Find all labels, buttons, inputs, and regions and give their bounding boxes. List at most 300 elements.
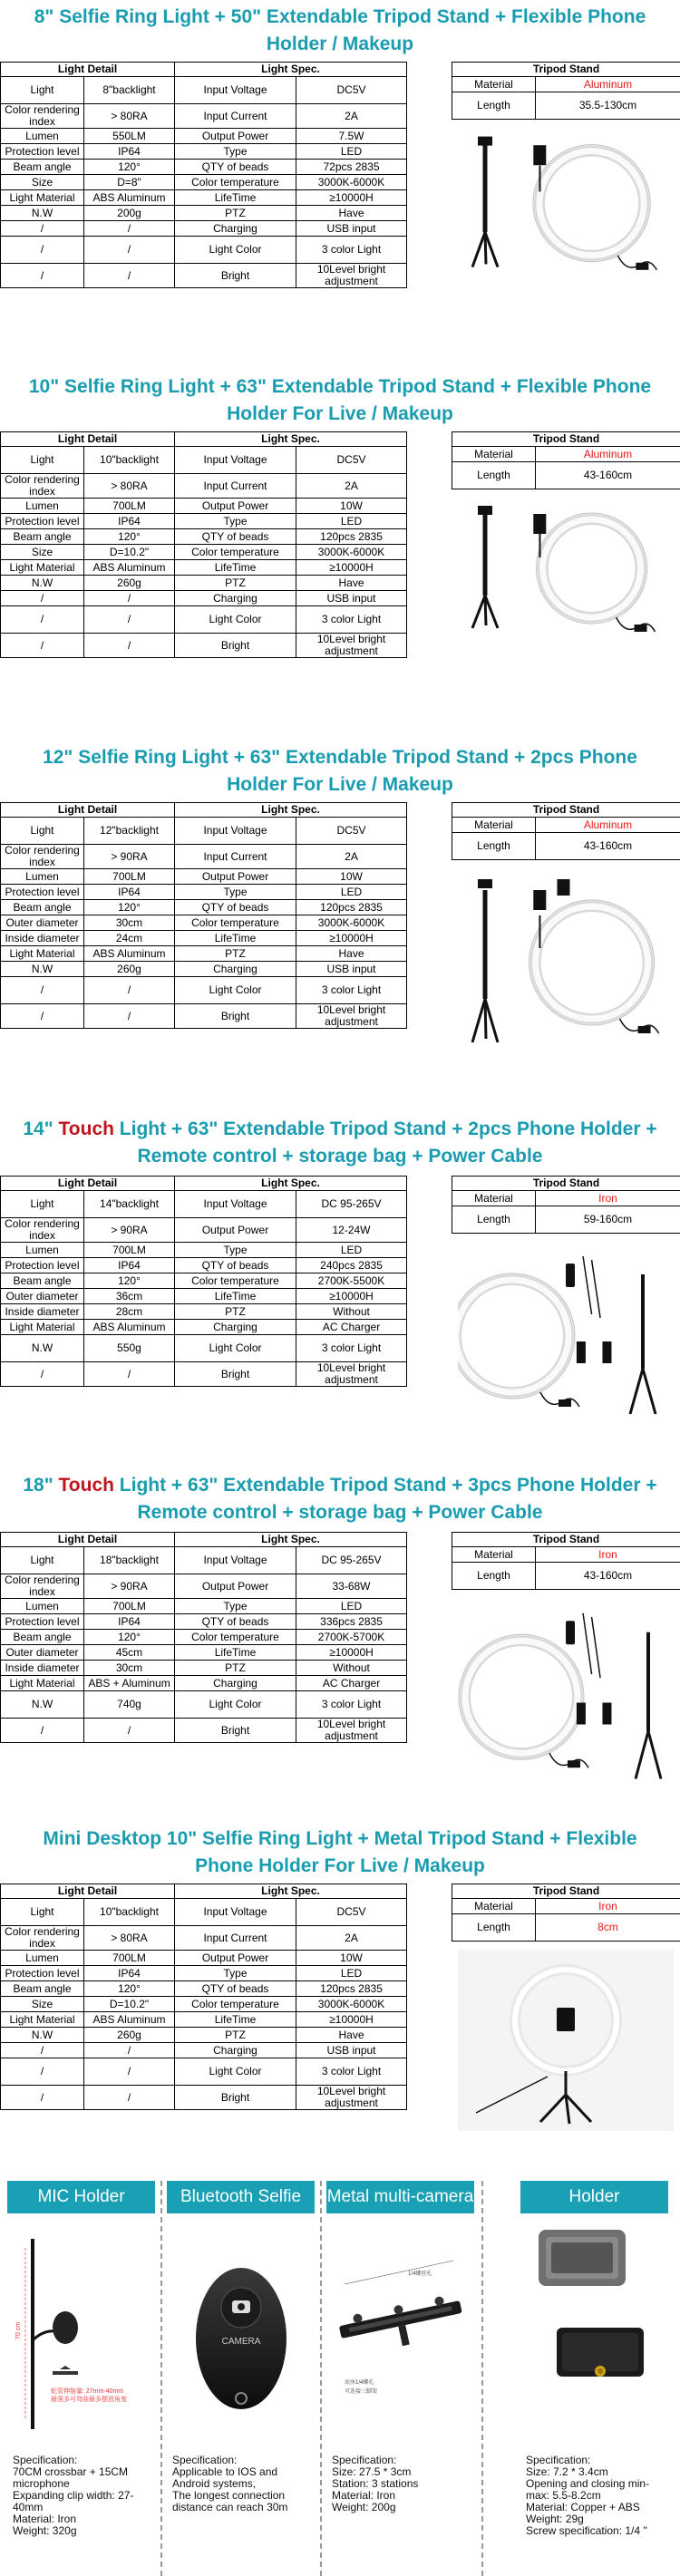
product-title: 10" Selfie Ring Light + 63" Extendable Tripod Stand + Flexible Phone Holder For Live / Makeup bbox=[28, 376, 652, 424]
spec-label: Light Color bbox=[175, 606, 296, 634]
svg-text:蛇管伸缩量: 27mm-40mm: 蛇管伸缩量: 27mm-40mm bbox=[51, 2388, 124, 2395]
detail-label: N.W bbox=[1, 1691, 84, 1719]
mic-holder-image bbox=[7, 2221, 155, 2447]
spec-label: Input Current bbox=[175, 474, 296, 499]
detail-label: Color rendering index bbox=[1, 1574, 84, 1599]
spec-value: 10Level bright adjustment bbox=[296, 264, 407, 288]
length-value: 43-160cm bbox=[536, 1563, 680, 1590]
spec-value: 336pcs 2835 bbox=[296, 1614, 407, 1630]
spec-value: ≥10000H bbox=[296, 931, 407, 946]
spec-label: PTZ bbox=[175, 1661, 296, 1676]
detail-value: 700LM bbox=[84, 499, 175, 514]
detail-value: 260g bbox=[84, 2028, 175, 2043]
detail-label: N.W bbox=[1, 576, 84, 591]
material-value: Aluminum bbox=[536, 447, 680, 462]
spec-label: Bright bbox=[175, 2086, 296, 2110]
detail-value: 24cm bbox=[84, 931, 175, 946]
spec-value: DC 95-265V bbox=[296, 1191, 407, 1218]
detail-value: 700LM bbox=[84, 1599, 175, 1614]
spec-value: ≥10000H bbox=[296, 2012, 407, 2028]
spec-label: Bright bbox=[175, 1004, 296, 1029]
spec-label: Input Voltage bbox=[175, 1191, 296, 1218]
detail-label: Beam angle bbox=[1, 1273, 84, 1289]
length-label: Length bbox=[452, 1563, 536, 1590]
table-row bbox=[1, 447, 407, 474]
light-detail-header: Light Detail bbox=[1, 432, 175, 447]
table-row bbox=[1, 1273, 407, 1289]
product-section bbox=[0, 1468, 680, 1742]
tripod-stand-table bbox=[452, 1884, 680, 1942]
table-row bbox=[1, 1258, 407, 1273]
spec-label: LifeTime bbox=[175, 1289, 296, 1304]
material-value: Iron bbox=[536, 1899, 680, 1914]
detail-label: / bbox=[1, 977, 84, 1004]
light-spec-table bbox=[0, 1176, 407, 1387]
material-value: Iron bbox=[536, 1191, 680, 1206]
spec-value: ≥10000H bbox=[296, 190, 407, 206]
detail-label: Light Material bbox=[1, 1676, 84, 1691]
camera-label: CAMERA bbox=[221, 2337, 261, 2347]
spec-value: LED bbox=[296, 144, 407, 160]
svg-text:底座1/4螺孔: 底座1/4螺孔 bbox=[345, 2380, 374, 2386]
spec-label: Input Current bbox=[175, 845, 296, 869]
detail-value: IP64 bbox=[84, 1614, 175, 1630]
accessory-spec: Specification: Size: 7.2 * 3.4cm Opening and closing min-max: 5.5-8.2cm Material: Copper + ABS Weight: 29g Screw specification: 1/4 '' bbox=[526, 2454, 650, 2537]
spec-label: Color temperature bbox=[175, 175, 296, 190]
detail-label: N.W bbox=[1, 206, 84, 221]
detail-value: / bbox=[84, 1004, 175, 1029]
light-spec-table bbox=[0, 431, 407, 658]
spec-label: Light Color bbox=[175, 1335, 296, 1362]
spec-value: 10Level bright adjustment bbox=[296, 634, 407, 658]
spec-value: AC Charger bbox=[296, 1320, 407, 1335]
table-row bbox=[1, 1899, 407, 1926]
detail-value: / bbox=[84, 221, 175, 237]
detail-label: Light Material bbox=[1, 946, 84, 962]
spec-label: LifeTime bbox=[175, 931, 296, 946]
spec-label: Input Voltage bbox=[175, 818, 296, 845]
table-row bbox=[1, 1191, 407, 1218]
detail-label: Lumen bbox=[1, 869, 84, 885]
detail-value: 12"backlight bbox=[84, 818, 175, 845]
detail-label: Color rendering index bbox=[1, 474, 84, 499]
table-row bbox=[1, 206, 407, 221]
detail-value: 120° bbox=[84, 1981, 175, 1997]
spec-label: QTY of beads bbox=[175, 1614, 296, 1630]
detail-value: ABS Aluminum bbox=[84, 560, 175, 576]
table-row bbox=[1, 1547, 407, 1574]
product-title: 18" Touch Light + 63" Extendable Tripod Stand + 3pcs Phone Holder + Remote control + storage bag + Power Cable bbox=[23, 1475, 657, 1523]
detail-value: / bbox=[84, 1719, 175, 1743]
tripod-stand-table bbox=[452, 62, 680, 120]
table-row bbox=[1, 1320, 407, 1335]
spec-label: LifeTime bbox=[175, 190, 296, 206]
table-row bbox=[1, 1630, 407, 1645]
light-spec-table bbox=[0, 62, 407, 288]
detail-value: 120° bbox=[84, 900, 175, 915]
spec-value: LED bbox=[296, 1966, 407, 1981]
detail-value: 550LM bbox=[84, 129, 175, 144]
light-spec-header: Light Spec. bbox=[175, 803, 407, 818]
detail-label: Protection level bbox=[1, 144, 84, 160]
table-row bbox=[1, 915, 407, 931]
tripod-stand-header: Tripod Stand bbox=[452, 63, 680, 77]
spec-label: Input Voltage bbox=[175, 447, 296, 474]
spec-label: Type bbox=[175, 1243, 296, 1258]
spec-label: LifeTime bbox=[175, 560, 296, 576]
detail-label: Size bbox=[1, 1997, 84, 2012]
detail-label: Color rendering index bbox=[1, 1218, 84, 1243]
metal-bracket-image bbox=[326, 2221, 474, 2447]
detail-value: 30cm bbox=[84, 1661, 175, 1676]
spec-label: QTY of beads bbox=[175, 160, 296, 175]
detail-label: / bbox=[1, 221, 84, 237]
length-value: 35.5-130cm bbox=[536, 92, 680, 120]
detail-label: Protection level bbox=[1, 514, 84, 529]
detail-value: D=10.2" bbox=[84, 545, 175, 560]
detail-label: Lumen bbox=[1, 499, 84, 514]
accessory-title: Holder bbox=[520, 2181, 668, 2213]
spec-value: DC5V bbox=[296, 447, 407, 474]
material-label: Material bbox=[452, 1547, 536, 1563]
spec-value: 2A bbox=[296, 104, 407, 129]
spec-value: 10W bbox=[296, 499, 407, 514]
detail-value: / bbox=[84, 1362, 175, 1387]
detail-value: 700LM bbox=[84, 869, 175, 885]
table-row bbox=[1, 221, 407, 237]
product-photo bbox=[458, 1242, 674, 1423]
product-section bbox=[0, 1112, 680, 1386]
detail-value: 45cm bbox=[84, 1645, 175, 1661]
spec-value: Have bbox=[296, 2028, 407, 2043]
spec-label: Input Current bbox=[175, 104, 296, 129]
product-section bbox=[0, 1822, 680, 2109]
detail-value: 260g bbox=[84, 962, 175, 977]
spec-label: Type bbox=[175, 1966, 296, 1981]
detail-value: ABS Aluminum bbox=[84, 946, 175, 962]
table-row bbox=[1, 818, 407, 845]
length-value: 43-160cm bbox=[536, 462, 680, 489]
table-row bbox=[1, 1676, 407, 1691]
detail-value: 36cm bbox=[84, 1289, 175, 1304]
spec-value: 120pcs 2835 bbox=[296, 1981, 407, 1997]
detail-label: N.W bbox=[1, 1335, 84, 1362]
accessory-title: Bluetooth Selfie bbox=[167, 2181, 315, 2213]
detail-value: IP64 bbox=[84, 144, 175, 160]
detail-value: > 90RA bbox=[84, 845, 175, 869]
spec-label: Charging bbox=[175, 221, 296, 237]
spec-label: Color temperature bbox=[175, 915, 296, 931]
detail-label: Size bbox=[1, 175, 84, 190]
table-row bbox=[1, 2012, 407, 2028]
table-row bbox=[1, 962, 407, 977]
spec-label: LifeTime bbox=[175, 2012, 296, 2028]
table-row bbox=[1, 1362, 407, 1387]
detail-label: / bbox=[1, 634, 84, 658]
table-row bbox=[1, 1997, 407, 2012]
table-row bbox=[1, 144, 407, 160]
spec-value: 2A bbox=[296, 845, 407, 869]
table-row bbox=[1, 1304, 407, 1320]
table-row bbox=[1, 175, 407, 190]
detail-label: Outer diameter bbox=[1, 915, 84, 931]
material-value: Aluminum bbox=[536, 818, 680, 833]
spec-value: ≥10000H bbox=[296, 560, 407, 576]
svg-text:最强多可弯曲最多摆放角度: 最强多可弯曲最多摆放角度 bbox=[51, 2397, 127, 2403]
accessory-spec: Specification: 70CM crossbar + 15CM microphone Expanding clip width: 27-40mm Material: Iron Weight: 320g bbox=[13, 2454, 134, 2537]
detail-value: / bbox=[84, 2058, 175, 2086]
light-detail-header: Light Detail bbox=[1, 803, 175, 818]
detail-label: Protection level bbox=[1, 1258, 84, 1273]
detail-label: Beam angle bbox=[1, 160, 84, 175]
detail-label: Protection level bbox=[1, 1614, 84, 1630]
table-row bbox=[1, 869, 407, 885]
material-label: Material bbox=[452, 77, 536, 92]
spec-value: 2A bbox=[296, 474, 407, 499]
tripod-stand-header: Tripod Stand bbox=[452, 803, 680, 818]
detail-label: Lumen bbox=[1, 129, 84, 144]
detail-value: > 80RA bbox=[84, 1926, 175, 1951]
detail-label: Lumen bbox=[1, 1599, 84, 1614]
spec-label: Charging bbox=[175, 1320, 296, 1335]
light-spec-table bbox=[0, 1532, 407, 1743]
detail-value: ABS Aluminum bbox=[84, 1320, 175, 1335]
detail-label: Beam angle bbox=[1, 900, 84, 915]
detail-value: > 80RA bbox=[84, 104, 175, 129]
table-row bbox=[1, 1981, 407, 1997]
spec-label: PTZ bbox=[175, 946, 296, 962]
detail-value: / bbox=[84, 591, 175, 606]
detail-label: / bbox=[1, 1719, 84, 1743]
spec-label: QTY of beads bbox=[175, 900, 296, 915]
detail-value: 10"backlight bbox=[84, 1899, 175, 1926]
detail-label: Color rendering index bbox=[1, 104, 84, 129]
light-spec-header: Light Spec. bbox=[175, 63, 407, 77]
tripod-stand-header: Tripod Stand bbox=[452, 1884, 680, 1899]
table-row bbox=[1, 931, 407, 946]
detail-label: / bbox=[1, 2086, 84, 2110]
detail-value: 30cm bbox=[84, 915, 175, 931]
material-value: Aluminum bbox=[536, 77, 680, 92]
spec-value: USB input bbox=[296, 962, 407, 977]
spec-label: Input Voltage bbox=[175, 1899, 296, 1926]
spec-label: Charging bbox=[175, 962, 296, 977]
light-spec-header: Light Spec. bbox=[175, 1177, 407, 1191]
table-row bbox=[1, 1004, 407, 1029]
detail-value: / bbox=[84, 634, 175, 658]
light-detail-header: Light Detail bbox=[1, 63, 175, 77]
spec-value: 33-68W bbox=[296, 1574, 407, 1599]
table-row bbox=[1, 190, 407, 206]
spec-value: LED bbox=[296, 514, 407, 529]
length-label: Length bbox=[452, 1206, 536, 1234]
divider bbox=[320, 2181, 322, 2576]
spec-value: 3 color Light bbox=[296, 1335, 407, 1362]
spec-value: 3 color Light bbox=[296, 2058, 407, 2086]
spec-label: Bright bbox=[175, 264, 296, 288]
product-photo bbox=[458, 1598, 674, 1788]
light-detail-header: Light Detail bbox=[1, 1533, 175, 1547]
spec-value: 3 color Light bbox=[296, 1691, 407, 1719]
table-row bbox=[1, 1614, 407, 1630]
spec-value: 240pcs 2835 bbox=[296, 1258, 407, 1273]
light-spec-table bbox=[0, 1884, 407, 2110]
spec-value: 3000K-6000K bbox=[296, 1997, 407, 2012]
accessory-title: MIC Holder bbox=[7, 2181, 155, 2213]
spec-label: Type bbox=[175, 514, 296, 529]
length-value: 43-160cm bbox=[536, 833, 680, 860]
table-row bbox=[1, 77, 407, 104]
spec-value: DC5V bbox=[296, 1899, 407, 1926]
spec-label: Output Power bbox=[175, 1574, 296, 1599]
spec-label: Type bbox=[175, 885, 296, 900]
detail-label: Inside diameter bbox=[1, 931, 84, 946]
spec-value: 10Level bright adjustment bbox=[296, 1719, 407, 1743]
product-title: 8" Selfie Ring Light + 50" Extendable Tripod Stand + Flexible Phone Holder / Makeup bbox=[34, 6, 646, 54]
spec-value: 10W bbox=[296, 1951, 407, 1966]
product-photo bbox=[458, 868, 674, 1050]
spec-label: PTZ bbox=[175, 576, 296, 591]
spec-value: 72pcs 2835 bbox=[296, 160, 407, 175]
spec-value: USB input bbox=[296, 591, 407, 606]
spec-value: AC Charger bbox=[296, 1676, 407, 1691]
table-row bbox=[1, 2043, 407, 2058]
spec-label: Output Power bbox=[175, 499, 296, 514]
accessory-metal-multi-camera bbox=[326, 2181, 474, 2576]
detail-label: / bbox=[1, 264, 84, 288]
table-row bbox=[1, 1289, 407, 1304]
spec-value: ≥10000H bbox=[296, 1289, 407, 1304]
table-row bbox=[1, 474, 407, 499]
detail-value: / bbox=[84, 977, 175, 1004]
divider bbox=[160, 2181, 162, 2576]
spec-label: Output Power bbox=[175, 129, 296, 144]
spec-value: 3000K-6000K bbox=[296, 915, 407, 931]
spec-label: PTZ bbox=[175, 1304, 296, 1320]
detail-label: Inside diameter bbox=[1, 1304, 84, 1320]
detail-label: Color rendering index bbox=[1, 845, 84, 869]
table-row bbox=[1, 1645, 407, 1661]
product-section bbox=[0, 370, 680, 657]
product-title: 12" Selfie Ring Light + 63" Extendable Tripod Stand + 2pcs Phone Holder For Live / Makeup bbox=[43, 747, 637, 795]
detail-value: 700LM bbox=[84, 1951, 175, 1966]
detail-label: Beam angle bbox=[1, 529, 84, 545]
tripod-stand-table bbox=[452, 1176, 680, 1234]
detail-label: Light bbox=[1, 1191, 84, 1218]
spec-value: 3 color Light bbox=[296, 606, 407, 634]
detail-label: Beam angle bbox=[1, 1981, 84, 1997]
detail-label: N.W bbox=[1, 2028, 84, 2043]
detail-value: / bbox=[84, 2043, 175, 2058]
detail-label: Lumen bbox=[1, 1951, 84, 1966]
spec-label: QTY of beads bbox=[175, 1258, 296, 1273]
table-row bbox=[1, 1719, 407, 1743]
spec-value: 10Level bright adjustment bbox=[296, 1362, 407, 1387]
detail-value: 550g bbox=[84, 1335, 175, 1362]
spec-label: LifeTime bbox=[175, 1645, 296, 1661]
spec-value: 10W bbox=[296, 869, 407, 885]
detail-value: 740g bbox=[84, 1691, 175, 1719]
accessory-bluetooth-selfie bbox=[167, 2181, 315, 2576]
detail-label: / bbox=[1, 1004, 84, 1029]
spec-label: Type bbox=[175, 144, 296, 160]
spec-label: Color temperature bbox=[175, 545, 296, 560]
accessory-mic-holder bbox=[7, 2181, 155, 2576]
spec-label: Light Color bbox=[175, 237, 296, 264]
detail-label: / bbox=[1, 606, 84, 634]
detail-value: 18"backlight bbox=[84, 1547, 175, 1574]
detail-label: Light bbox=[1, 1547, 84, 1574]
material-label: Material bbox=[452, 447, 536, 462]
detail-value: D=10.2" bbox=[84, 1997, 175, 2012]
product-section bbox=[0, 741, 680, 1028]
tripod-stand-table bbox=[452, 802, 680, 860]
spec-value: Without bbox=[296, 1661, 407, 1676]
table-row bbox=[1, 514, 407, 529]
light-spec-table bbox=[0, 802, 407, 1029]
light-spec-header: Light Spec. bbox=[175, 1884, 407, 1899]
material-label: Material bbox=[452, 1899, 536, 1914]
detail-label: Protection level bbox=[1, 885, 84, 900]
table-row bbox=[1, 560, 407, 576]
spec-value: 2A bbox=[296, 1926, 407, 1951]
table-row bbox=[1, 1661, 407, 1676]
length-label: Length bbox=[452, 462, 536, 489]
spec-value: DC5V bbox=[296, 77, 407, 104]
spec-label: Color temperature bbox=[175, 1630, 296, 1645]
length-value: 8cm bbox=[536, 1914, 680, 1942]
table-row bbox=[1, 900, 407, 915]
detail-label: Size bbox=[1, 545, 84, 560]
accessory-title: Metal multi-camera bbox=[326, 2181, 474, 2213]
tripod-stand-header: Tripod Stand bbox=[452, 432, 680, 447]
table-row bbox=[1, 1243, 407, 1258]
spec-label: Output Power bbox=[175, 1218, 296, 1243]
spec-value: USB input bbox=[296, 221, 407, 237]
detail-label: Outer diameter bbox=[1, 1289, 84, 1304]
detail-label: Light Material bbox=[1, 1320, 84, 1335]
length-label: 70 cm bbox=[15, 2321, 22, 2339]
spec-label: Output Power bbox=[175, 1951, 296, 1966]
spec-label: Charging bbox=[175, 1676, 296, 1691]
spec-label: Color temperature bbox=[175, 1997, 296, 2012]
table-row bbox=[1, 845, 407, 869]
material-value: Iron bbox=[536, 1547, 680, 1563]
length-label: Length bbox=[452, 92, 536, 120]
spec-label: Light Color bbox=[175, 1691, 296, 1719]
touch-keyword: Touch bbox=[58, 1119, 114, 1139]
spec-label: PTZ bbox=[175, 206, 296, 221]
spec-value: USB input bbox=[296, 2043, 407, 2058]
detail-value: > 90RA bbox=[84, 1574, 175, 1599]
light-detail-header: Light Detail bbox=[1, 1884, 175, 1899]
detail-value: ABS Aluminum bbox=[84, 190, 175, 206]
table-row bbox=[1, 160, 407, 175]
length-value: 59-160cm bbox=[536, 1206, 680, 1234]
accessory-holder bbox=[520, 2181, 668, 2576]
detail-label: / bbox=[1, 2058, 84, 2086]
light-spec-header: Light Spec. bbox=[175, 1533, 407, 1547]
detail-label: Light Material bbox=[1, 190, 84, 206]
detail-value: > 80RA bbox=[84, 474, 175, 499]
spec-value: DC 95-265V bbox=[296, 1547, 407, 1574]
detail-label: Light bbox=[1, 77, 84, 104]
spec-value: 10Level bright adjustment bbox=[296, 2086, 407, 2110]
svg-text:可连接三脚架: 可连接三脚架 bbox=[345, 2389, 378, 2395]
table-row bbox=[1, 2058, 407, 2086]
spec-label: Input Voltage bbox=[175, 77, 296, 104]
table-row bbox=[1, 946, 407, 962]
